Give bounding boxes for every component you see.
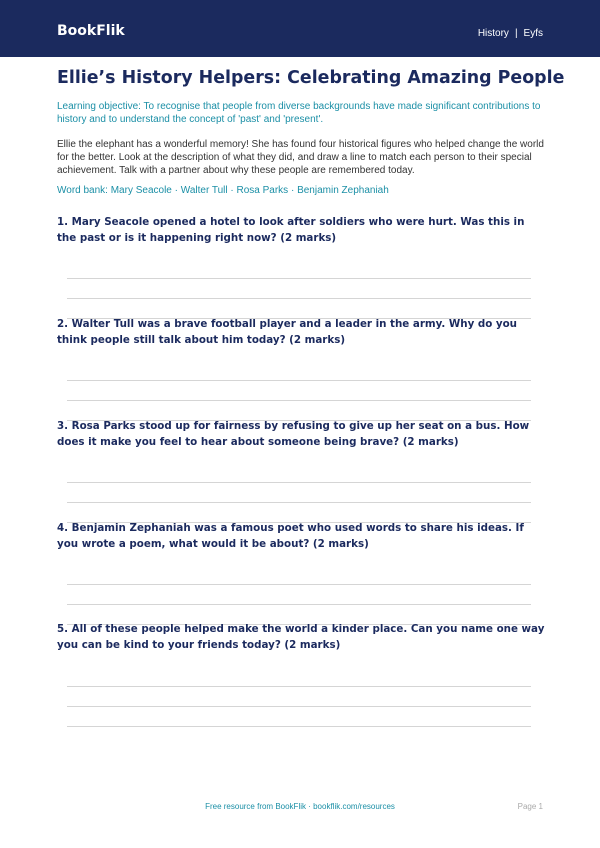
answer-line[interactable] <box>67 686 531 687</box>
word-bank: Word bank: Mary Seacole · Walter Tull · Rosa Parks · Benjamin Zephaniah <box>57 185 389 196</box>
answer-line[interactable] <box>67 584 531 585</box>
page-number: Page 1 <box>517 802 543 811</box>
answer-line[interactable] <box>67 400 531 401</box>
answer-line[interactable] <box>67 502 531 503</box>
header-separator: | <box>514 28 518 39</box>
header-meta <box>478 28 543 39</box>
answer-line[interactable] <box>67 706 531 707</box>
answer-line[interactable] <box>67 298 531 299</box>
subject-label: History <box>477 28 509 39</box>
answer-line[interactable] <box>67 726 531 727</box>
answer-line[interactable] <box>67 604 531 605</box>
answer-line[interactable] <box>67 278 531 279</box>
intro-text: Ellie the elephant has a wonderful memory! She has found four historical figures who helped change the world for the better. Look at the description of what they did, and draw a line to match each person to their special achievement. Talk with a partner about why these people are remembered today. <box>57 139 544 176</box>
answer-line[interactable] <box>67 380 531 381</box>
page-title: Ellie’s History Helpers: Celebrating Amazing People <box>57 68 565 88</box>
footer-text[interactable]: Free resource from BookFlik · bookflik.com/resources <box>205 802 395 811</box>
question-2: 2. Walter Tull was a brave football player and a leader in the army. Why do you think people still talk about him today? (2 marks) <box>57 318 518 346</box>
question-1: 1. Mary Seacole opened a hotel to look after soldiers who were hurt. Was this in the past or is it happening right now? (2 marks) <box>57 216 525 244</box>
level-label: Eyfs <box>523 28 543 39</box>
brand-logo[interactable]: BookFlik <box>57 23 125 39</box>
header-bar <box>0 0 600 57</box>
question-3: 3. Rosa Parks stood up for fairness by refusing to give up her seat on a bus. How does it make you feel to hear about someone being brave? (2 marks) <box>57 420 530 448</box>
question-5: 5. All of these people helped make the world a kinder place. Can you name one way you can be kind to your friends today? (2 marks) <box>57 623 545 651</box>
learning-objective: Learning objective: To recognise that people from diverse backgrounds have made significant contributions to history and to understand the concept of 'past' and 'present'. <box>57 101 541 125</box>
answer-line[interactable] <box>67 482 531 483</box>
question-4: 4. Benjamin Zephaniah was a famous poet who used words to share his ideas. If you wrote a poem, what would it be about? (2 marks) <box>57 522 524 550</box>
